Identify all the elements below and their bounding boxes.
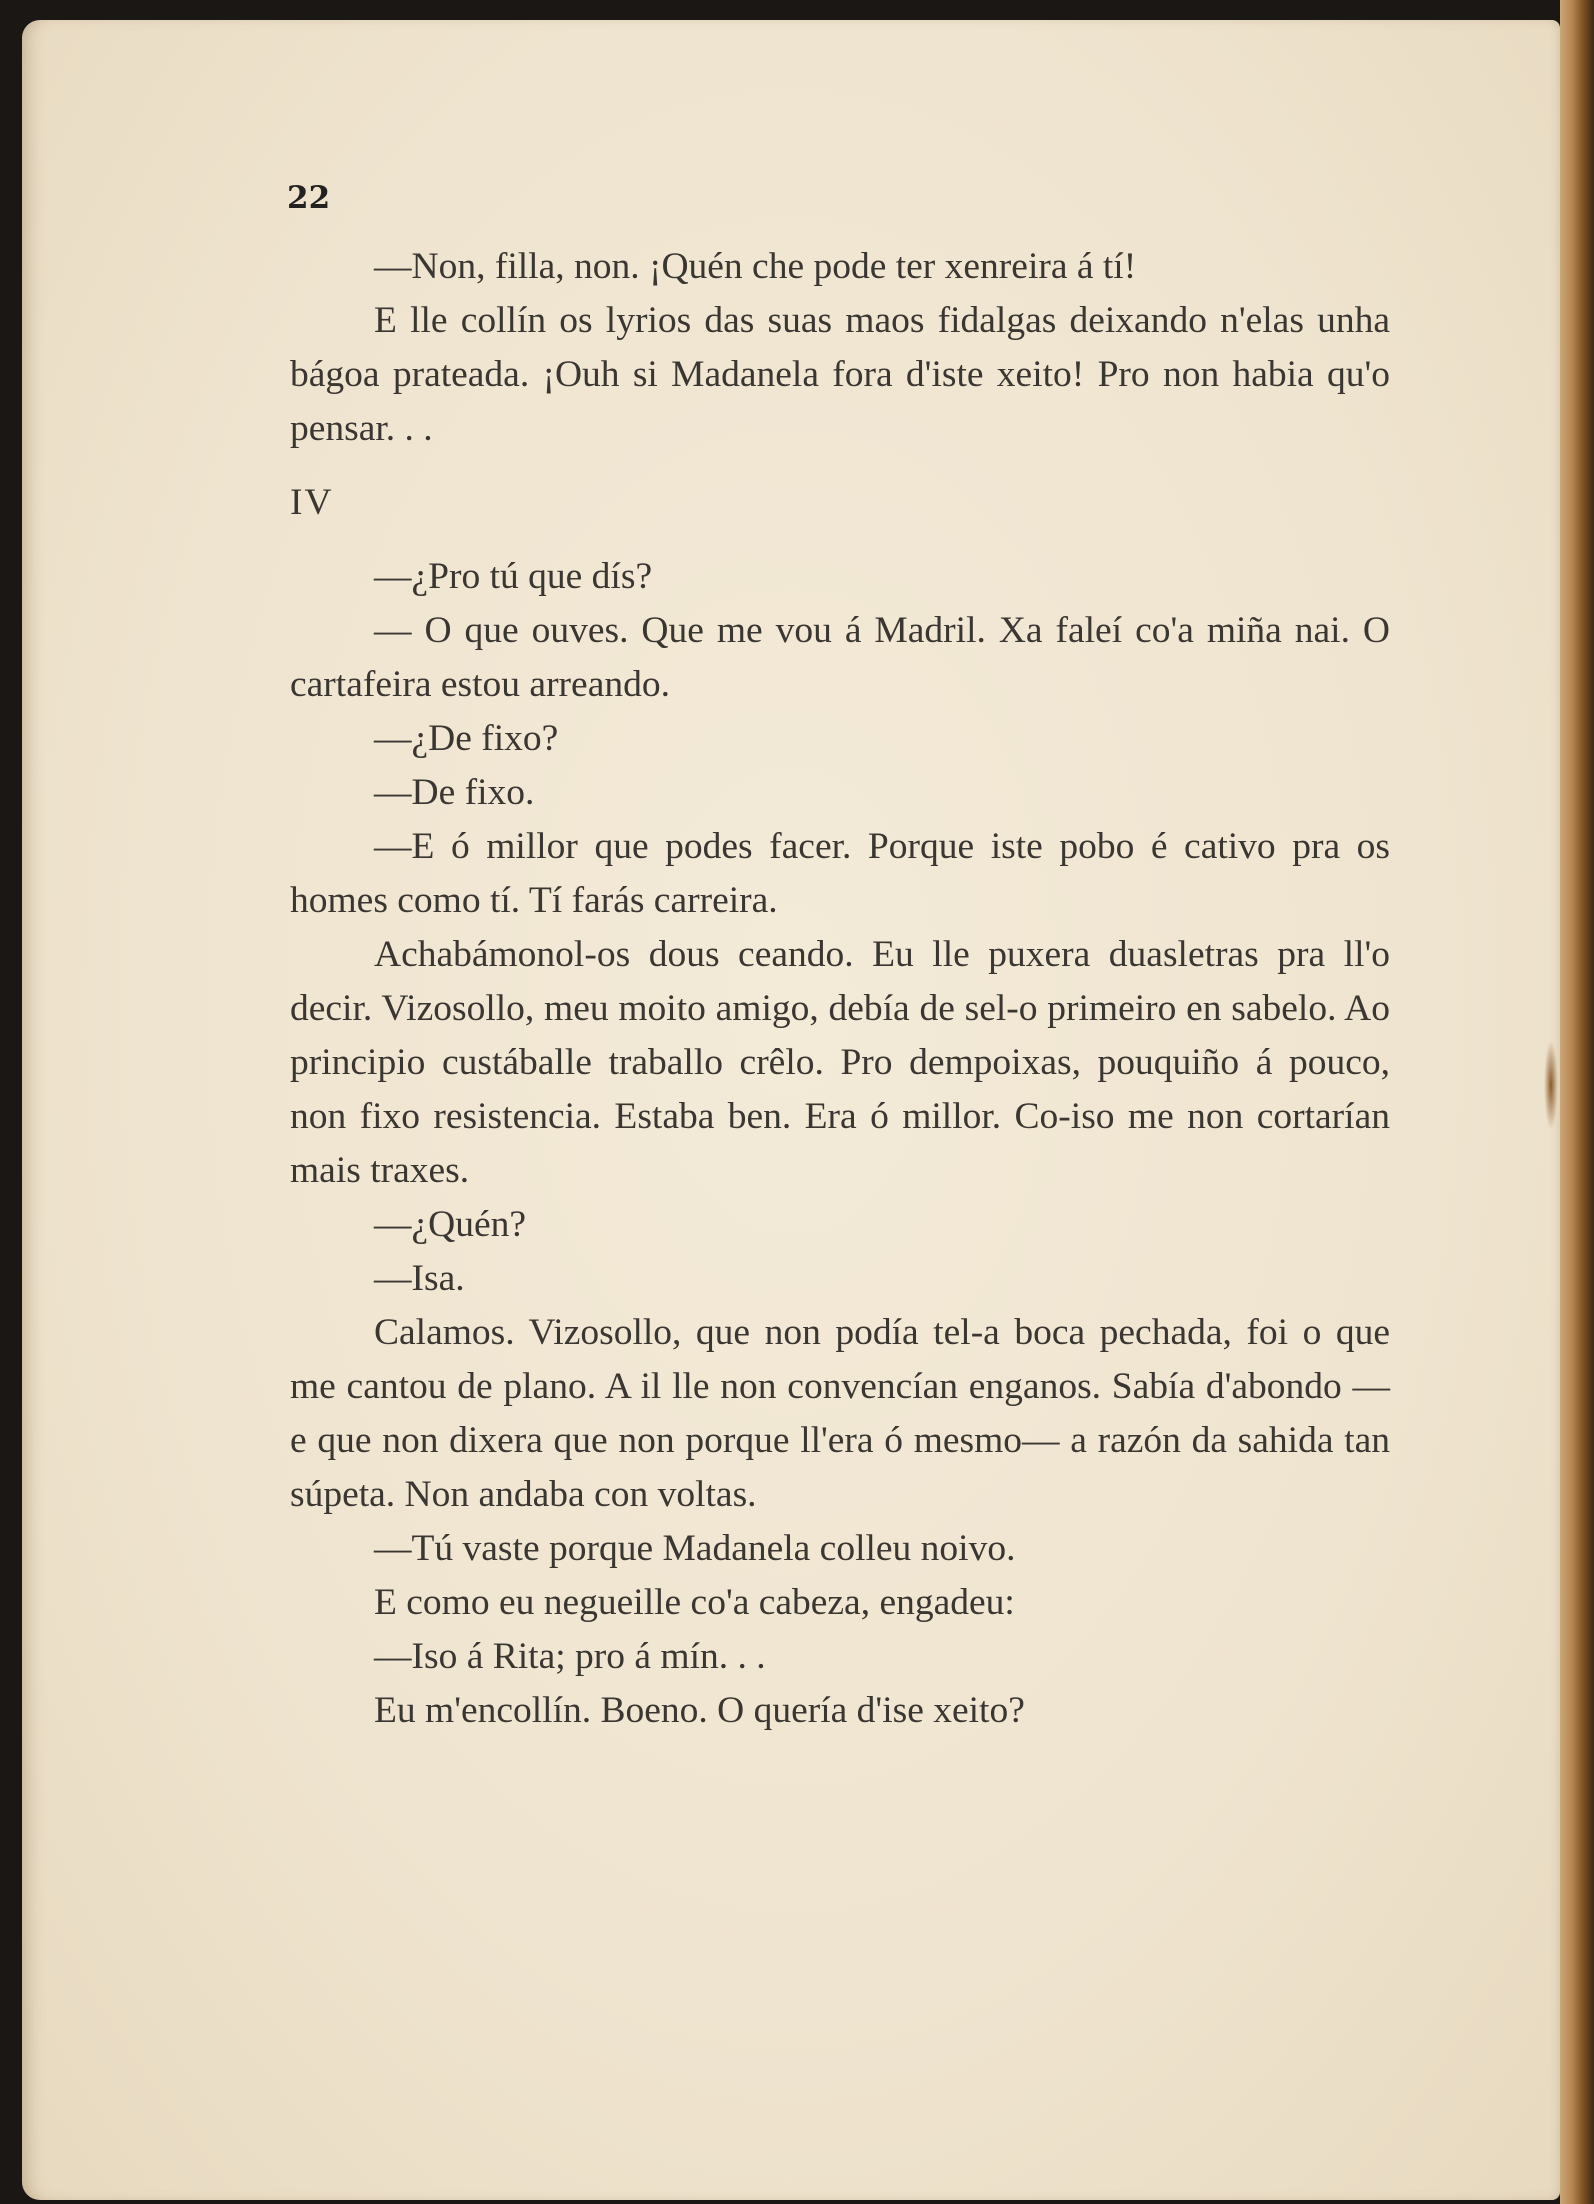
paragraph: —Non, filla, non. ¡Quén che pode ter xenreira á tí! xyxy=(374,246,1137,287)
book-spine xyxy=(1560,0,1594,2204)
paragraph: Eu m'encollín. Boeno. O quería d'ise xeito? xyxy=(374,1690,1025,1731)
paragraph: —Iso á Rita; pro á mín. . . xyxy=(374,1636,766,1677)
paragraph: —E ó millor que podes facer. Porque iste pobo é cativo pra os homes como tí. Tí farás carreira. xyxy=(290,826,1390,921)
paragraph: Achabámonol-os dous ceando. Eu lle puxera duasletras pra ll'o decir. Vizosollo, meu moito amigo, debía de sel-o primeiro en sabelo. Ao principio custáballe traballo crêlo. Pro dempoixas, pouquiño á pouco, non fixo resistencia. Estaba ben. Era ó millor. Co-iso me non cortarían mais traxes. xyxy=(290,934,1390,1191)
paragraph: —De fixo. xyxy=(374,772,535,813)
page-number: 22 xyxy=(287,180,331,216)
paragraph: —¿Quén? xyxy=(374,1204,527,1245)
paper-stain xyxy=(1544,1040,1558,1130)
page-text xyxy=(290,240,1390,1738)
paragraph: —Isa. xyxy=(374,1258,465,1299)
paragraph: — O que ouves. Que me vou á Madril. Xa faleí co'a miña nai. O cartafeira estou arreando. xyxy=(290,610,1390,705)
paragraph: E como eu negueille co'a cabeza, engadeu: xyxy=(374,1582,1015,1623)
paragraph: Calamos. Vizosollo, que non podía tel-a boca pechada, foi o que me cantou de plano. A il lle non convencían enganos. Sabía d'abondo —e que non dixera que non porque ll'era ó mesmo— a razón da sahida tan súpeta. Non andaba con voltas. xyxy=(290,1312,1390,1515)
paragraph: —Tú vaste porque Madanela colleu noivo. xyxy=(374,1528,1016,1569)
paragraph: E lle collín os lyrios das suas maos fidalgas deixando n'elas unha bágoa prateada. ¡Ouh si Madanela fora d'iste xeito! Pro non habia qu'o pensar. . . xyxy=(290,300,1390,449)
section-heading: IV xyxy=(290,482,334,523)
paragraph: —¿Pro tú que dís? xyxy=(374,556,653,597)
paragraph: —¿De fixo? xyxy=(374,718,559,759)
